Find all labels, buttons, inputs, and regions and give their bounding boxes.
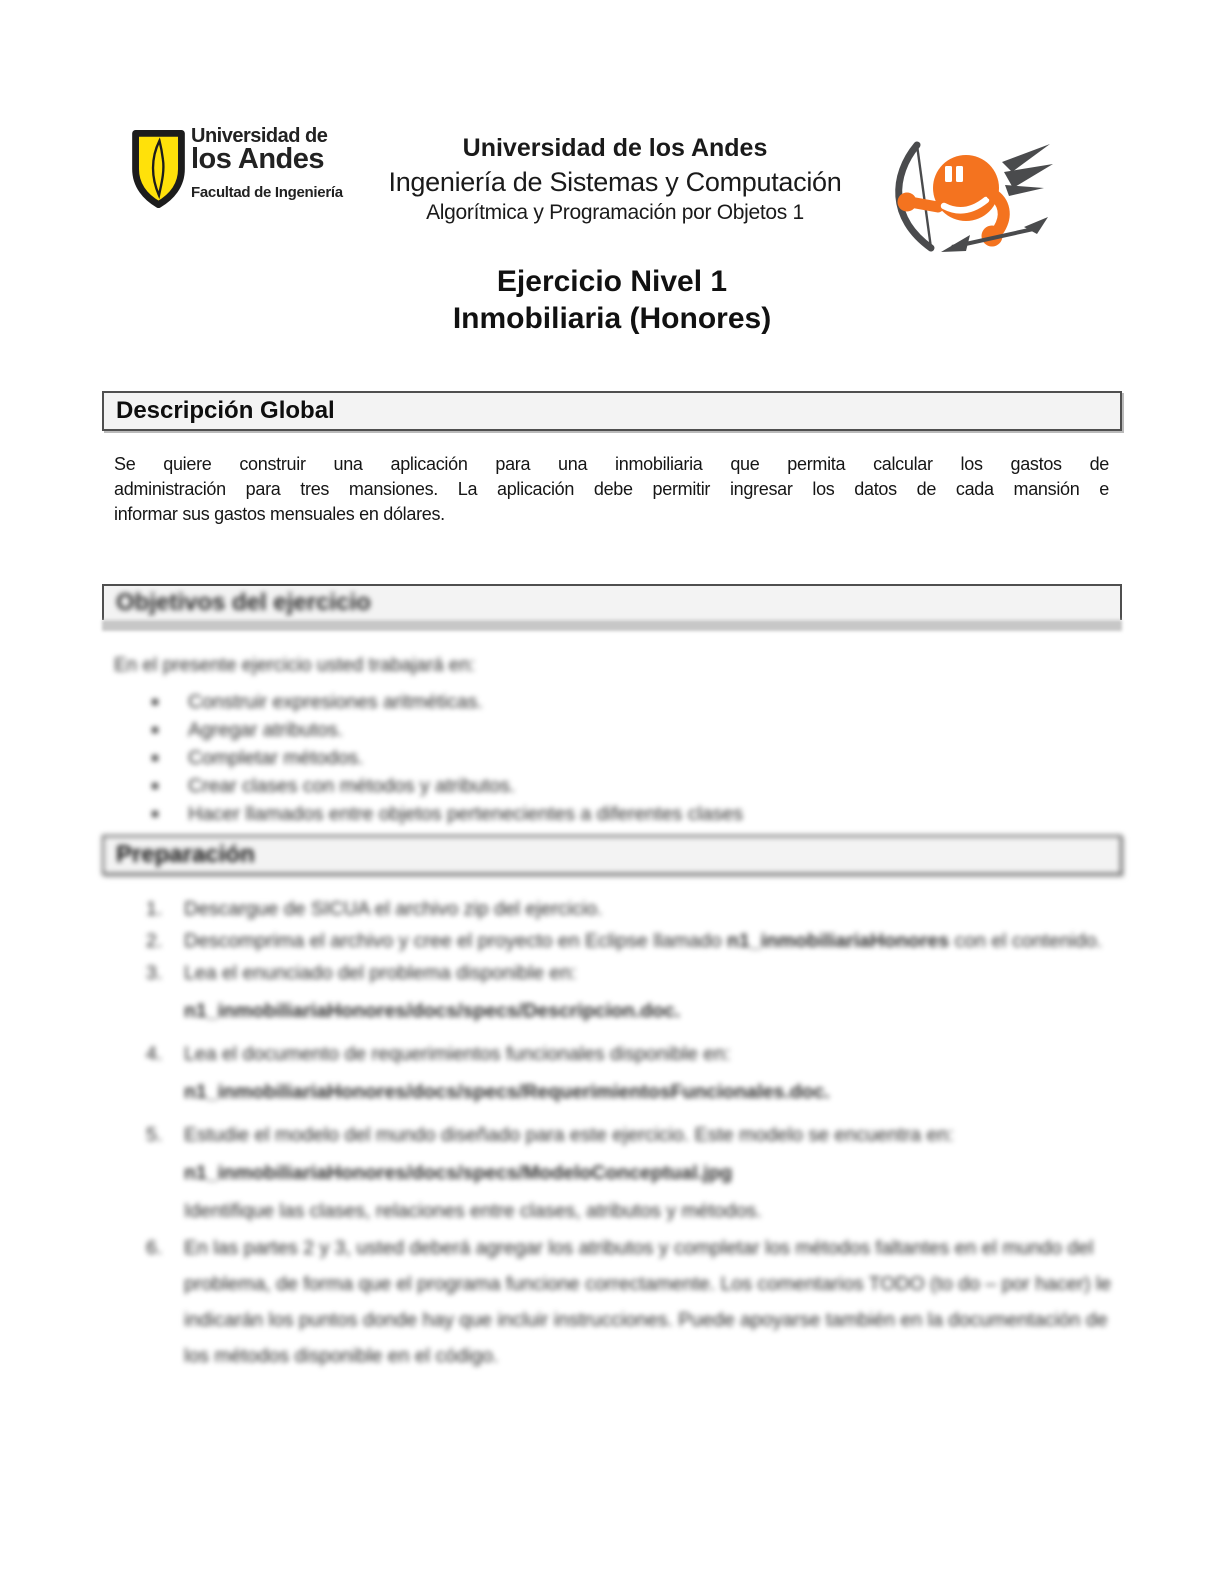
bullet-square-icon [152, 811, 158, 817]
section-heading-descripcion [102, 391, 1122, 431]
section-preparacion [102, 835, 1122, 1379]
section-descripcion-global [102, 391, 1122, 527]
logo-institution-line2: los Andes [191, 143, 325, 175]
objective-text: Construir expresiones aritméticas. [188, 691, 483, 713]
section-heading-text: Preparación [116, 841, 255, 868]
objective-item [102, 804, 1122, 824]
step-note: Identifique las clases, relaciones entre clases, atributos y métodos. [184, 1200, 762, 1222]
step-number: 5. [146, 1124, 163, 1146]
step-text: con el contenido. [949, 930, 1102, 952]
section-heading-text: Objetivos del ejercicio [116, 589, 371, 616]
step-body [184, 896, 1122, 923]
header-department: Ingeniería de Sistemas y Computación [388, 167, 842, 197]
step-text: Lea el documento de requerimientos funcionales disponible en: [184, 1043, 731, 1065]
blur-smear-band [102, 620, 1122, 631]
section-heading-text: Descripción Global [116, 397, 335, 424]
bullet-square-icon [152, 727, 158, 733]
exercise-title-line1: Ejercicio Nivel 1 [496, 265, 728, 298]
file-path: n1_inmobiliariaHonores/docs/specs/Descripcion.doc. [184, 1000, 681, 1022]
section-heading-preparacion [102, 835, 1122, 875]
file-path: n1_inmobiliariaHonores/docs/specs/RequerimientosFuncionales.doc. [184, 1081, 830, 1103]
step-body [184, 1041, 1122, 1117]
step-body [184, 1230, 1122, 1374]
objectives-content [102, 655, 1122, 824]
objectives-list [102, 692, 1122, 824]
logo-institution-line1: Universidad de [191, 125, 328, 147]
step-body [184, 960, 1122, 1036]
paragraph-line: Se quiere construir una aplicación para una inmobiliaria que permita calcular los gastos de [114, 454, 1109, 474]
step-text: Lea el enunciado del problema disponible en: [184, 962, 577, 984]
step-number: 4. [146, 1043, 163, 1065]
bullet-square-icon [152, 699, 158, 705]
objectives-intro: En el presente ejercicio usted trabajará en: [114, 655, 476, 676]
description-paragraph [114, 452, 1109, 527]
step-text: En las partes 2 y 3, usted deberá agregar los atributos y completar los métodos faltantes en el mundo del problema, de forma que el programa funcione correctamente. Los comentarios TODO (to do – por hacer) le indicarán los puntos donde hay que incluir instrucciones. Puede apoyarse también en la documentación de los métodos disponible en el código. [184, 1237, 1112, 1367]
exercise-title [102, 263, 1122, 337]
step-text: Descargue de SICUA el archivo zip del ejercicio. [184, 898, 603, 920]
section-heading-objetivos [102, 584, 1122, 620]
objective-item [102, 720, 1122, 740]
preparation-heading-wrap [102, 835, 1122, 875]
exercise-title-line2: Inmobiliaria (Honores) [452, 302, 772, 335]
bullet-square-icon [152, 783, 158, 789]
document-header [295, 134, 935, 225]
paragraph-line: informar sus gastos mensuales en dólares. [114, 504, 445, 524]
cupi2-archer-mascot-icon [886, 130, 1056, 262]
header-course: Algorítmica y Programación por Objetos 1 [426, 201, 804, 224]
logo-faculty: Facultad de Ingeniería [191, 184, 343, 201]
objective-text: Completar métodos. [188, 747, 364, 769]
paragraph-line: administración para tres mansiones. La aplicación debe permitir ingresar los datos de cada mansión e [114, 479, 1109, 499]
objective-item [102, 692, 1122, 712]
step-text: Estudie el modelo del mundo diseñado para este ejercicio. Este modelo se encuentra en: [184, 1124, 954, 1146]
step-number: 3. [146, 962, 163, 984]
bullet-square-icon [152, 755, 158, 761]
prep-step-6 [102, 1230, 1122, 1374]
objective-text: Hacer llamados entre objetos pertenecientes a diferentes clases [188, 803, 743, 825]
prep-step-2 [102, 928, 1122, 955]
prep-step-5 [102, 1122, 1122, 1225]
prep-step-1 [102, 896, 1122, 923]
step-body [184, 928, 1122, 955]
preparation-steps [102, 896, 1122, 1374]
prep-step-4 [102, 1041, 1122, 1117]
step-number: 1. [146, 898, 163, 920]
uniandes-shield-icon [131, 129, 186, 209]
objective-text: Agregar atributos. [188, 719, 344, 741]
section-objetivos [102, 584, 1122, 832]
objective-text: Crear clases con métodos y atributos. [188, 775, 516, 797]
objective-item [102, 748, 1122, 768]
step-body [184, 1122, 1122, 1225]
header-university: Universidad de los Andes [462, 134, 768, 162]
step-number: 6. [146, 1237, 163, 1259]
project-name: n1_inmobiliariaHonores [726, 930, 950, 952]
step-number: 2. [146, 930, 163, 952]
step-text: Descomprima el archivo y cree el proyecto en Eclipse llamado [184, 930, 727, 952]
objective-item [102, 776, 1122, 796]
prep-step-3 [102, 960, 1122, 1036]
file-path: n1_inmobiliariaHonores/docs/specs/ModeloConceptual.jpg [184, 1162, 733, 1184]
